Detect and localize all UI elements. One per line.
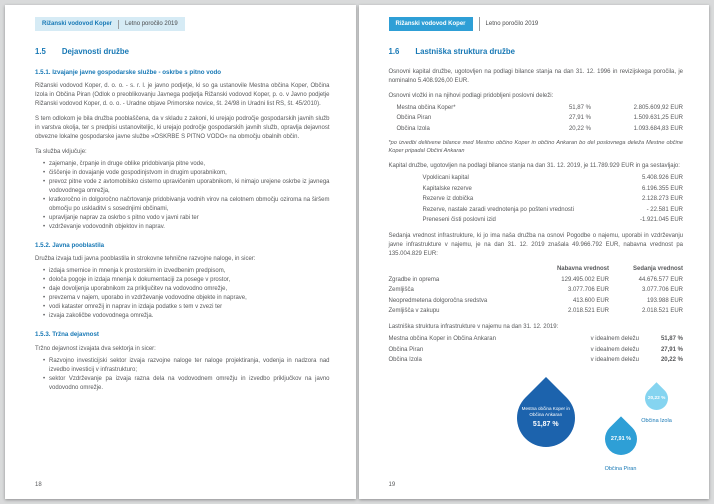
list-intro: Tržno dejavnost izvajata dva sektorja in sicer: [35, 345, 156, 352]
asset-cost: 129.495.002 EUR [561, 276, 609, 283]
drop-content [647, 395, 665, 402]
table-row [423, 206, 684, 215]
section-heading-1-5 [35, 46, 330, 58]
capital-label: Kapitalske rezerve [422, 185, 472, 192]
asset-cost: 413.600 EUR [572, 297, 609, 304]
services-list [35, 160, 330, 232]
capital-amount: 6.196.355 EUR [641, 185, 683, 192]
list-item: • izvaja zakoličbe vodovodnega omrežja. [43, 312, 330, 321]
drop-content [521, 406, 569, 431]
asset-value: 193.988 EUR [646, 297, 683, 304]
page-header [35, 17, 330, 31]
structure-table [389, 335, 684, 365]
header-band [35, 17, 185, 31]
table-row [389, 335, 684, 344]
ownership-table [397, 104, 684, 134]
table-row [389, 276, 684, 285]
page-right [359, 5, 710, 499]
owner-share: 27,91 % [568, 115, 591, 122]
infrastructure-table [389, 265, 684, 316]
subsection-1-5-2-title: 1.5.2. Javna pooblastila [35, 241, 105, 249]
share-text: v idealnem deležu [590, 336, 639, 343]
owner-name: Občina Piran [388, 346, 424, 353]
section-title: Dejavnosti družbe [61, 47, 129, 56]
list-item: • določa pogoje in izdaja mnenja k dokumentaciji za posege v prostor, [43, 276, 330, 285]
list-item: • čiščenje in dovajanje vode gospodinjstvom in drugim uporabnikom, [43, 169, 330, 178]
report-title: Letno poročilo 2019 [125, 20, 178, 27]
capital-label: Vpoklicani kapital [422, 175, 469, 182]
ownership-intro: Osnovni vložki in na njihovi podlagi pridobljeni poslovni deleži: [388, 92, 554, 99]
paragraph: Osnovni kapital družbe, ugotovljen na podlagi bilance stanja na dan 31. 12. 1996 in revizijskega poročila, je nominalno 5.408.926,00 EUR. [388, 68, 683, 84]
table-row [423, 174, 684, 183]
table-row [423, 195, 684, 204]
capital-table [423, 174, 684, 225]
list-intro: Ta služba vključuje: [35, 148, 87, 155]
drop-percent: 51,87 % [532, 421, 559, 429]
section-number: 1.6 [388, 47, 400, 56]
list-item: • Razvojno investicijski sektor izvaja razvojne naloge ter naloge projektiranja, vodenja in nadzora nad izvedbo investicij v infrastrukturo; [43, 357, 330, 375]
owner-name: Občina Izola [396, 125, 430, 132]
capital-intro: Kapital družbe, ugotovljen na podlagi bilance stanja na dan 31. 12. 2019, je 11.789.929 EUR in ga sestavljajo: [388, 163, 680, 170]
spacer [389, 265, 536, 274]
capital-label: Preneseni čisti poslovni izid [422, 217, 496, 224]
table-row [397, 104, 684, 113]
paragraph: S tem odlokom je bila družba pooblaščena, da v skladu z zakoni, ki urejajo področje gospodarskih javnih služb in varstva okolja, ter s predpisi ustanoviteljic, ki urejajo področje gospodarskih javnih služb, opravlja dejavnost obvezne lokalne gospodarske javne službe »OSKRBE S PITNO VODO« na območju obalnih občin. [35, 115, 330, 140]
owner-name: Občina Izola [388, 357, 422, 364]
column-header: Sedanja vrednost [632, 266, 683, 273]
paragraph: Rižanski vodovod Koper, d. o. o. - s. r. l. je javno podjetje, ki so ga ustanovile Mestna občina Koper, Občina Izola in Občina Piran (Odlok o preoblikovanju Javnega podjetja Rižanski vodovod Koper, p. o. v Javno podjetje Rižanski vodovod Koper, d. o. o. - Uradne objave Primorske novice, št. 24/98 in Uradni list RS, št. 45/2010). [35, 82, 330, 107]
section-title: Lastniška struktura družbe [415, 47, 515, 56]
owner-amount: 2.805.609,92 EUR [633, 104, 683, 111]
authorizations-list [35, 267, 330, 321]
structure-intro: Lastniška struktura infrastrukture v najemu na dan 31. 12. 2019: [388, 324, 559, 331]
table-row [389, 297, 684, 306]
asset-label: Zemljišča v zakupu [388, 308, 440, 315]
drop-caption: Občina Izola [641, 418, 672, 425]
table-row [389, 286, 684, 295]
list-item: • izdaja smernice in mnenja k prostorskim in izvedbenim predpisom, [43, 267, 330, 276]
share-percent: 51,87 % [660, 336, 683, 343]
page-number: 18 [35, 482, 42, 488]
list-item: • sektor Vzdrževanje pa izvaja razna dela na vodovodnem omrežju in izvedbo priključkov na javno vodovodno omrežje. [43, 375, 330, 393]
share-text: v idealnem deležu [590, 357, 639, 364]
list-item: • upravljanje naprav za oskrbo s pitno vodo v javni rabi ter [43, 214, 330, 223]
capital-label: Rezerve, nastale zaradi vrednotenja po pošteni vrednosti [422, 206, 574, 213]
table-header-row [389, 265, 684, 274]
section-heading-1-6 [389, 46, 684, 58]
footnote: *po izvedbi delitvene bilance med Mestno občino Koper in občino Ankaran bo del poslovnega deleža Mestne občine Koper pripadal Občini Ankaran [388, 139, 683, 155]
asset-cost: 2.018.521 EUR [567, 308, 609, 315]
owner-amount: 1.509.631,25 EUR [633, 115, 683, 122]
list-item: • vodi kataster omrežij in naprav in izdaja podatke s tem v zvezi ter [43, 303, 330, 312]
market-activity-list [35, 357, 330, 393]
list-item: • zajemanje, črpanje in druge oblike pridobivanja pitne vode, [43, 160, 330, 169]
table-row [389, 346, 684, 355]
owner-name: Mestna občina Koper in Občina Ankaran [388, 336, 496, 343]
share-percent: 20,22 % [660, 357, 683, 364]
subsection-1-5-3-title: 1.5.3. Tržna dejavnost [35, 331, 99, 339]
table-row [389, 356, 684, 365]
section-number: 1.5 [35, 47, 46, 56]
drop-caption: Občina Piran [604, 466, 637, 473]
header-divider [118, 20, 119, 29]
owner-name: Občina Piran [396, 115, 432, 122]
page-left [5, 5, 356, 499]
list-item: • prevzema v najem, uporabo in vzdrževanje vodovodne objekte in naprave, [43, 294, 330, 303]
water-drop-icon [640, 383, 673, 416]
share-percent: 27,91 % [660, 346, 683, 353]
asset-cost: 3.077.706 EUR [567, 287, 609, 294]
table-row [423, 216, 684, 225]
drop-percent: 20,22 % [647, 396, 665, 402]
page-number: 19 [388, 482, 396, 488]
header-divider [479, 17, 480, 31]
owner-share: 51,87 % [568, 104, 591, 111]
subsection-1-5-1-title: 1.5.1. Izvajanje javne gospodarske službe - oskrbe s pitno vodo [35, 68, 222, 76]
company-name: Rižanski vodovod Koper [389, 17, 473, 31]
drop-label: Občina Ankaran [529, 412, 562, 418]
capital-amount: - 22.581 EUR [646, 206, 683, 213]
list-intro: Družba izvaja tudi javna pooblastila in strokovne tehnične razvojne naloge, in sicer: [35, 256, 256, 263]
table-row [389, 307, 684, 316]
list-item: • vzdrževanje vodovodnih objektov in naprav. [43, 223, 330, 232]
list-item: • prevoz pitne vode z avtomobilsko cisterno upravičenim uporabnikom, ki nimajo urejene oskrbe iz javnega vodovodnega omrežja, [43, 178, 330, 196]
ownership-drops-infographic [389, 369, 684, 481]
asset-label: Zemljišča [388, 287, 414, 294]
infrastructure-paragraph: Sedanja vrednost infrastrukture, ki jo ima naša družba na osnovi Pogodbe o najemu, uporabi in vzdrževanju javne infrastrukture v najemu, je na dan 31. 12. 2019 znašala 49.966.792 EUR, nabavna vrednost pa 135.004.829 EUR: [388, 233, 683, 258]
owner-name: Mestna občina Koper* [396, 104, 456, 111]
company-name: Rižanski vodovod Koper [42, 20, 113, 27]
capital-amount: 5.408.926 EUR [641, 175, 683, 182]
column-header: Nabavna vrednost [556, 266, 609, 273]
report-title: Letno poročilo 2019 [485, 20, 539, 27]
table-row [397, 125, 684, 134]
drop-label: Mestna občina Koper in [521, 406, 570, 412]
drop-content [610, 435, 630, 443]
asset-value: 2.018.521 EUR [641, 308, 683, 315]
owner-share: 20,22 % [568, 125, 591, 132]
capital-amount: 2.128.273 EUR [641, 196, 683, 203]
table-row [423, 185, 684, 194]
asset-value: 3.077.706 EUR [641, 287, 683, 294]
asset-label: Neopredmetena dolgoročna sredstva [388, 297, 488, 304]
water-drop-icon [504, 377, 586, 459]
list-item: • daje dovoljenja uporabnikom za priključitev na vodovodno omrežje, [43, 285, 330, 294]
owner-amount: 1.093.684,83 EUR [633, 125, 683, 132]
page-header [389, 17, 684, 31]
capital-amount: -1.921.045 EUR [639, 217, 683, 224]
asset-value: 44.676.577 EUR [638, 276, 683, 283]
table-row [397, 114, 684, 123]
capital-label: Rezerve iz dobička [422, 196, 474, 203]
share-text: v idealnem deležu [590, 346, 639, 353]
asset-label: Zgradbe in oprema [388, 276, 440, 283]
list-item: • kratkoročno in dolgoročno načrtovanje pridobivanja vodnih virov na celotnem območju oziroma na širšem območju po uskladitvi s sosednjimi občinami, [43, 196, 330, 214]
drop-percent: 27,91 % [610, 436, 631, 443]
